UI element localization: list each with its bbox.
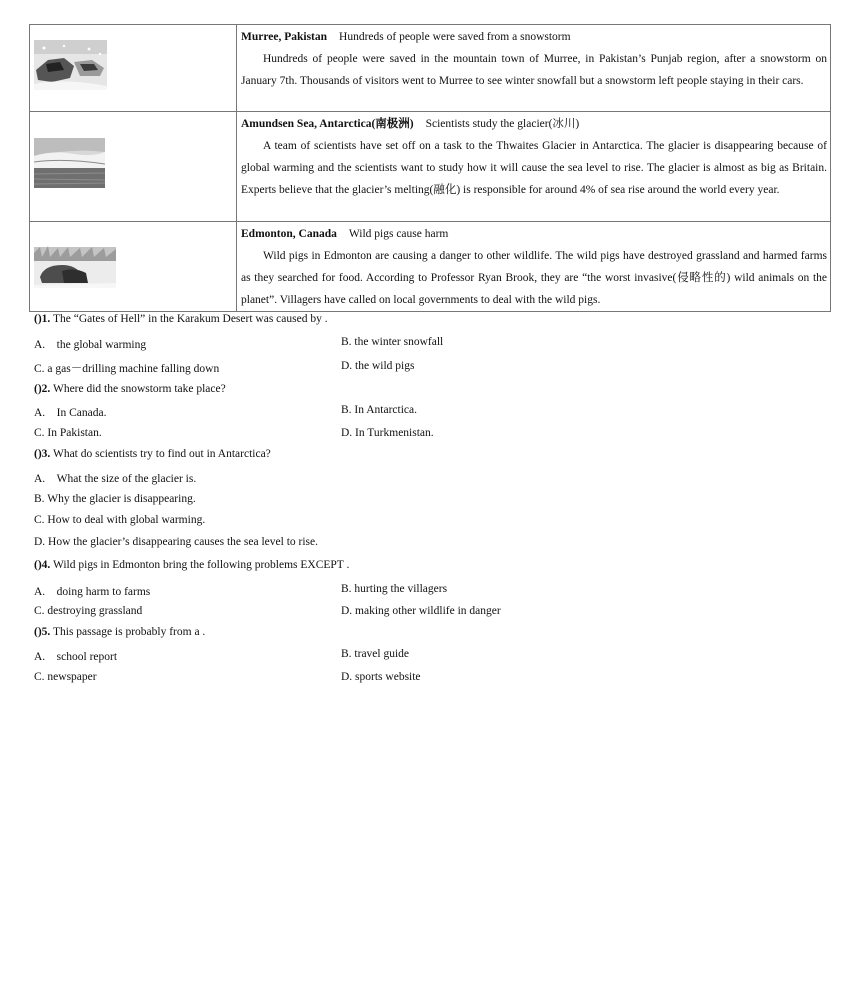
question-5 (34, 626, 205, 638)
article-text-cell (237, 25, 831, 112)
article-location: Amundsen Sea, Antarctica(南极洲) (241, 118, 414, 130)
article-text-cell (237, 112, 831, 222)
option-d[interactable]: D. sports website (341, 671, 421, 683)
question-number: ()1. (34, 313, 51, 325)
article-location: Edmonton, Canada (241, 228, 337, 240)
article-text-cell (237, 222, 831, 312)
option-b[interactable]: B. Why the glacier is disappearing. (34, 493, 196, 505)
option-b[interactable]: B. In Antarctica. (341, 404, 418, 416)
option-c[interactable]: C. destroying grassland (34, 605, 143, 617)
article-heading (241, 223, 827, 245)
question-text: Where did the snowstorm take place? (52, 383, 226, 395)
option-d[interactable]: D. How the glacier’s disappearing causes the sea level to rise. (34, 536, 318, 548)
snowstorm-cars-photo (34, 40, 107, 90)
article-headline: Scientists study the glacier(冰川) (425, 118, 580, 130)
question-3 (34, 448, 271, 460)
question-text: This passage is probably from a . (52, 626, 206, 638)
question-1 (34, 313, 328, 325)
article-body: Hundreds of people were saved in the mountain town of Murree, in Pakistan’s Punjab region, after a snowstorm on January 7th. Thousands of visitors went to Murree to see winter snowfall but a snowstorm left people staying in their cars. (241, 53, 827, 87)
option-b[interactable]: B. hurting the villagers (341, 583, 448, 595)
question-number: ()4. (34, 559, 51, 571)
question-text: The “Gates of Hell” in the Karakum Desert was caused by . (52, 313, 328, 325)
question-2 (34, 383, 226, 395)
wild-pigs-photo (34, 243, 116, 288)
article-headline: Hundreds of people were saved from a snowstorm (339, 31, 571, 43)
article-image-cell (30, 112, 237, 222)
article-heading (241, 113, 827, 135)
option-a[interactable]: A. school report (34, 651, 118, 663)
question-4 (34, 559, 349, 571)
article-body: Wild pigs in Edmonton are causing a danger to other wildlife. The wild pigs have destroyed grassland and harmed farms as they searched for food. According to Professor Ryan Brook, they are “the worst invasive(侵略性的) wild animals on the planet”. Villagers have called on local governments to deal with the wild pigs. (241, 250, 827, 306)
question-text: Wild pigs in Edmonton bring the following problems EXCEPT . (52, 559, 350, 571)
option-a[interactable]: A. the global warming (34, 339, 147, 351)
option-b[interactable]: B. travel guide (341, 648, 410, 660)
option-a[interactable]: A. What the size of the glacier is. (34, 473, 197, 485)
option-d[interactable]: D. the wild pigs (341, 360, 415, 372)
news-table (29, 24, 831, 312)
article-row (30, 222, 831, 312)
option-b[interactable]: B. the winter snowfall (341, 336, 444, 348)
option-c[interactable]: C. a gas－drilling machine falling down (34, 363, 220, 375)
question-number: ()2. (34, 383, 51, 395)
option-d[interactable]: D. making other wildlife in danger (341, 605, 501, 617)
article-body: A team of scientists have set off on a task to the Thwaites Glacier in Antarctica. The glacier is disappearing because of global warming and the scientists want to study how it will cause the sea level to rise. The glacier is almost as big as Britain. Experts believe that the glacier’s melting(融化) is responsible for around 4% of sea rise around the world every year. (241, 140, 827, 196)
option-a[interactable]: A. doing harm to farms (34, 586, 151, 598)
glacier-photo (34, 138, 105, 188)
article-image-cell (30, 222, 237, 312)
article-image-cell (30, 25, 237, 112)
article-heading (241, 26, 827, 48)
article-row (30, 112, 831, 222)
article-location: Murree, Pakistan (241, 31, 328, 43)
question-text: What do scientists try to find out in Antarctica? (52, 448, 271, 460)
option-c[interactable]: C. How to deal with global warming. (34, 514, 206, 526)
option-c[interactable]: C. In Pakistan. (34, 427, 102, 439)
article-headline: Wild pigs cause harm (348, 228, 449, 240)
question-number: ()3. (34, 448, 51, 460)
option-c[interactable]: C. newspaper (34, 671, 97, 683)
article-row (30, 25, 831, 112)
question-number: ()5. (34, 626, 51, 638)
option-a[interactable]: A. In Canada. (34, 407, 107, 419)
option-d[interactable]: D. In Turkmenistan. (341, 427, 434, 439)
